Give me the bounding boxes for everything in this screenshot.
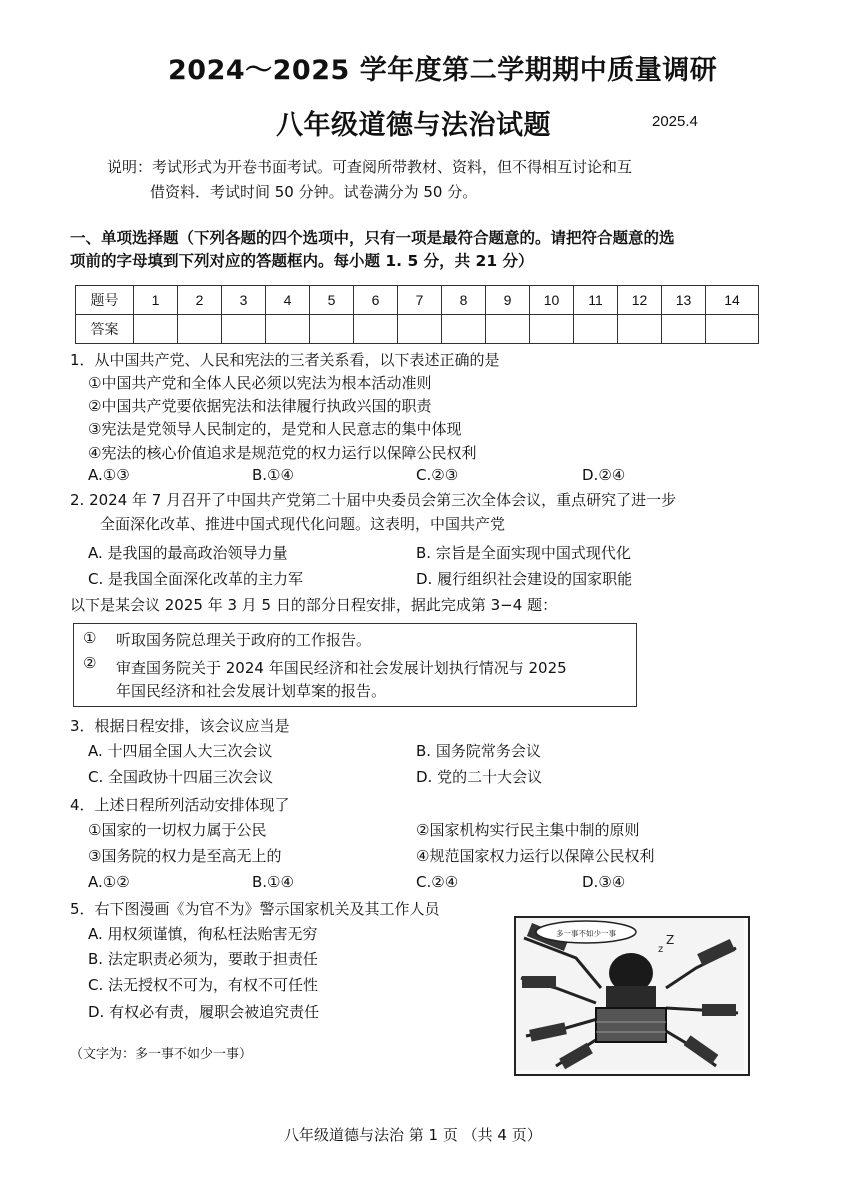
section1-heading-line2: 项前的字母填到下列对应的答题框内。每小题 1. 5 分，共 21 分）	[70, 252, 534, 270]
q5-option-a[interactable]: A. 用权须谨慎，徇私枉法贻害无穷	[88, 925, 318, 943]
q1-option-c[interactable]: C.②③	[416, 466, 459, 484]
question-number-cell: 10	[530, 286, 574, 315]
answer-grid-number-row	[76, 286, 759, 315]
schedule-item-1: 听取国务院总理关于政府的工作报告。	[116, 631, 372, 649]
q5-option-c[interactable]: C. 法无授权不可为，有权不可任性	[88, 976, 319, 994]
q5-cartoon-caption: （文字为：多一事不如少一事）	[70, 1047, 253, 1062]
q2-option-a[interactable]: A. 是我国的最高政治领导力量	[88, 544, 288, 562]
question-number-cell: 9	[486, 286, 530, 315]
q2-option-d[interactable]: D. 履行组织社会建设的国家职能	[416, 570, 633, 588]
q4-stem: 4．上述日程所列活动安排体现了	[70, 796, 290, 814]
answer-cell[interactable]	[310, 315, 354, 344]
q3-stem: 3．根据日程安排，该会议应当是	[70, 717, 290, 735]
q1-statement-2: ②中国共产党要依据宪法和法律履行执政兴国的职责	[88, 397, 432, 415]
answer-cell[interactable]	[266, 315, 310, 344]
cartoon-image	[514, 916, 750, 1076]
svg-text:z: z	[658, 944, 664, 955]
answer-grid	[75, 285, 759, 344]
answer-cell[interactable]	[222, 315, 266, 344]
q1-stem: 1．从中国共产党、人民和宪法的三者关系看，以下表述正确的是	[70, 351, 500, 369]
q5-stem: 5．右下图漫画《为官不为》警示国家机关及其工作人员	[70, 900, 440, 918]
question-number-cell: 12	[618, 286, 662, 315]
question-number-cell: 7	[398, 286, 442, 315]
schedule-marker-1: ①	[83, 629, 97, 647]
q4-option-a[interactable]: A.①②	[88, 873, 130, 891]
answer-cell[interactable]	[574, 315, 618, 344]
q4-statement-4: ④规范国家权力运行以保障公民权利	[416, 847, 655, 865]
svg-text:Z: Z	[666, 933, 675, 947]
question-number-cell: 8	[442, 286, 486, 315]
schedule-box	[73, 623, 637, 707]
answer-cell[interactable]	[398, 315, 442, 344]
instructions-line1: 说明：考试形式为开卷书面考试。可查阅所带教材、资料，但不得相互讨论和互	[107, 158, 633, 176]
answer-cell[interactable]	[442, 315, 486, 344]
question-number-cell: 5	[310, 286, 354, 315]
q3-4-intro: 以下是某会议 2025 年 3 月 5 日的部分日程安排，据此完成第 3−4 题：	[70, 596, 558, 614]
q1-option-b[interactable]: B.①④	[252, 466, 294, 484]
answer-cell[interactable]	[530, 315, 574, 344]
q5-option-b[interactable]: B. 法定职责必须为，要敢于担责任	[88, 950, 318, 968]
cartoon-drawing	[516, 918, 744, 1070]
schedule-marker-2: ②	[83, 654, 97, 672]
instructions-line2: 借资料．考试时间 50 分钟。试卷满分为 50 分。	[150, 183, 478, 201]
q2-option-b[interactable]: B. 宗旨是全面实现中国式现代化	[416, 544, 631, 562]
question-number-cell: 6	[354, 286, 398, 315]
q1-option-a[interactable]: A.①③	[88, 466, 130, 484]
section1-heading-line1: 一、单项选择题（下列各题的四个选项中，只有一项是最符合题意的。请把符合题意的选	[70, 229, 675, 247]
q4-statement-3: ③国务院的权力是至高无上的	[88, 847, 282, 865]
answer-cell[interactable]	[486, 315, 530, 344]
exam-title-line2: 八年级道德与法治试题	[276, 110, 551, 141]
q3-option-d[interactable]: D. 党的二十大会议	[416, 768, 543, 786]
question-number-cell: 13	[662, 286, 706, 315]
q2-stem-line1: 2. 2024 年 7 月召开了中国共产党第二十届中央委员会第三次全体会议，重点研究了进一步	[70, 491, 677, 509]
q4-option-b[interactable]: B.①④	[252, 873, 294, 891]
question-number-cell: 3	[222, 286, 266, 315]
q3-option-a[interactable]: A. 十四届全国人大三次会议	[88, 742, 273, 760]
answer-cell[interactable]	[134, 315, 178, 344]
question-number-cell: 11	[574, 286, 618, 315]
answer-cell[interactable]	[706, 315, 759, 344]
q4-option-c[interactable]: C.②④	[416, 873, 459, 891]
q1-statement-1: ①中国共产党和全体人民必须以宪法为根本活动准则	[88, 374, 432, 392]
question-number-cell: 2	[178, 286, 222, 315]
page-footer: 八年级道德与法治 第 1 页 （共 4 页）	[284, 1126, 542, 1144]
exam-date: 2025.4	[652, 113, 698, 130]
q4-option-d[interactable]: D.③④	[582, 873, 626, 891]
answer-cell[interactable]	[178, 315, 222, 344]
q4-statement-2: ②国家机构实行民主集中制的原则	[416, 821, 640, 839]
cartoon-speech-text: 多一事不如少一事	[556, 929, 616, 938]
q4-statement-1: ①国家的一切权力属于公民	[88, 821, 267, 839]
question-number-cell: 4	[266, 286, 310, 315]
question-number-cell: 14	[706, 286, 759, 315]
q2-option-c[interactable]: C. 是我国全面深化改革的主力军	[88, 570, 304, 588]
q3-option-b[interactable]: B. 国务院常务会议	[416, 742, 541, 760]
question-number-cell: 1	[134, 286, 178, 315]
q3-option-c[interactable]: C. 全国政协十四届三次会议	[88, 768, 274, 786]
answer-grid-row2-label: 答案	[76, 315, 134, 344]
answer-cell[interactable]	[618, 315, 662, 344]
answer-cell[interactable]	[662, 315, 706, 344]
schedule-item-2-line1: 审查国务院关于 2024 年国民经济和社会发展计划执行情况与 2025	[116, 659, 567, 677]
q1-statement-3: ③宪法是党领导人民制定的，是党和人民意志的集中体现	[88, 420, 462, 438]
q5-option-d[interactable]: D. 有权必有责，履职会被追究责任	[88, 1003, 320, 1021]
schedule-item-2-line2: 年国民经济和社会发展计划草案的报告。	[116, 682, 387, 700]
exam-title-line1: 2024～2025 学年度第二学期期中质量调研	[168, 55, 718, 86]
q2-stem-line2: 全面深化改革、推进中国式现代化问题。这表明，中国共产党	[100, 515, 506, 533]
q1-statement-4: ④宪法的核心价值追求是规范党的权力运行以保障公民权利	[88, 444, 477, 462]
answer-grid-row1-label: 题号	[76, 286, 134, 315]
answer-grid-answer-row	[76, 315, 759, 344]
q1-option-d[interactable]: D.②④	[582, 466, 626, 484]
answer-cell[interactable]	[354, 315, 398, 344]
